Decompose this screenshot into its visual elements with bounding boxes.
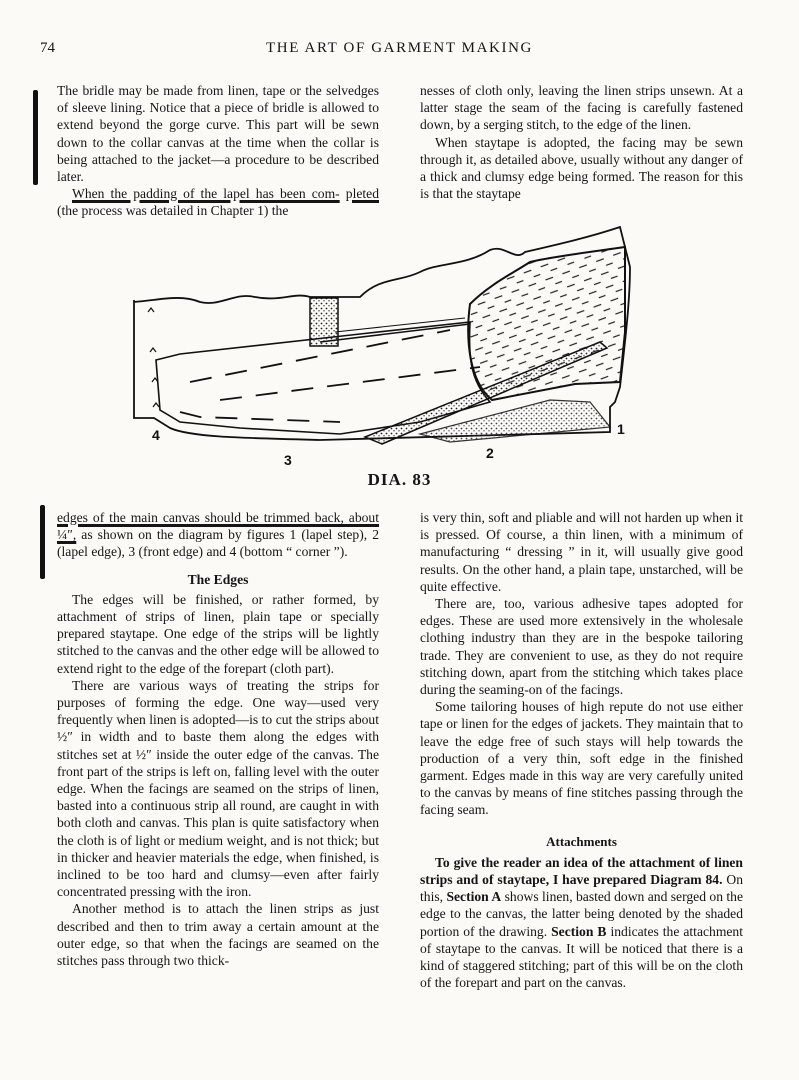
column-right-top: [420, 82, 743, 202]
running-title: THE ART OF GARMENT MAKING: [266, 40, 533, 56]
paragraph: The bridle may be made from linen, tape or the selvedges of sleeve lining. Notice that a piece of bridle is allowed to extend beyond the gorge curve. This part will be sewn down to the collar canvas at the time when the collar is being attached to the jacket—a procedure to be described later.: [57, 83, 379, 185]
column-left-top: [57, 82, 379, 220]
page-header: [0, 40, 799, 62]
figure-label-1: 1: [617, 421, 625, 437]
text-run: shows linen, basted down and serged on the edge to the canvas, the latter being denoted by the shaded portion of the drawing.: [420, 889, 743, 939]
bold-text: Section A: [446, 889, 502, 905]
page-number: 74: [40, 40, 55, 56]
lapel-canvas-region: [468, 247, 625, 400]
underlined-text: edges of the main canvas should be trimmed back, about ¼″,: [57, 510, 379, 543]
underlined-text: pleted: [345, 186, 380, 202]
margin-marker-top: [33, 90, 38, 185]
figure-label-2: 2: [486, 445, 494, 461]
paragraph: nesses of cloth only, leaving the linen strips unsewn. At a latter stage the seam of the facing is carefully fastened down, by a serging stitch, to the edge of the linen.: [420, 83, 743, 133]
paragraph: When staytape is adopted, the facing may be sewn through it, as detailed above, usually without any danger of a thick and clumsy edge being formed. The reason for this is that the staytape: [420, 134, 743, 202]
paragraph: The edges will be finished, or rather formed, by attachment of strips of linen, plain tape or specially prepared staytape. One edge of the strips will be lightly stitched to the canvas and the other edge will be allowed to extend right to the edge of the forepart (cloth part).: [57, 591, 379, 676]
figure-label-3: 3: [284, 452, 292, 468]
text-run: indicates the attachment of staytape to the canvas. It will be noticed that there is a kind of staggered stitching; part of this will be on the cloth of the forepart and part on the canvas.: [420, 923, 743, 991]
paragraph: Some tailoring houses of high repute do not use either tape or linen for the edges of jackets. They maintain that to leave the edge free of such stays will help towards the production of a very thin, soft edge in the finished garment. Edges made in this way are very carefully united to the canvas by means of fine stitches passing through the facing seam.: [420, 699, 743, 818]
margin-marker-bottom: [40, 505, 45, 579]
paragraph: [420, 854, 743, 992]
text-run: as shown on the diagram by figures 1 (lapel step), 2 (lapel edge), 3 (front edge) and 4 (bottom “ corner ”).: [57, 527, 379, 560]
text-run: On this,: [420, 872, 743, 905]
paragraph: There are, too, various adhesive tapes adopted for edges. These are used more extensively in the wholesale clothing industry than they are in the bespoke tailoring trade. They are convenient to use, as they do not require stitching down, apart from the stitching which takes place during the seaming-on of the facings.: [420, 596, 743, 698]
paragraph: There are various ways of treating the strips for purposes of forming the edge. One way—used very frequently when linen is adopted—is to cut the strips about ½″ in width and to baste them along the edges with stitches set at ½″ inside the outer edge of the canvas. The front part of the strips is left on, falling level with the outer edge. When the facings are seamed on the strips of linen, basted into a continuous strip all round, are caught in with both cloth and canvas. This plan is quite satisfactory when the cloth is of light or medium weight, and is not thick; but in thicker and heavier materials the edge, when finished, is inclined to be too hard and clumsy—even after fairly concentrated pressing with the iron.: [57, 677, 379, 900]
column-right-bottom: [420, 509, 743, 991]
underlined-text: When the padding of the lapel has been com-: [72, 186, 340, 202]
paragraph: Another method is to attach the linen strips as just described and then to trim away a certain amount at the outer edge, so that when the facings are seamed on the stitches pass through two thick-: [57, 901, 379, 969]
text-run: (the process was detailed in Chapter 1) the: [57, 203, 289, 219]
section-heading-attachments: Attachments: [546, 833, 617, 849]
paragraph: [57, 185, 379, 219]
diagram-caption: DIA. 83: [367, 470, 432, 489]
figure-label-4: 4: [152, 427, 160, 443]
diagram-83: [120, 222, 680, 472]
paragraph: [57, 509, 379, 561]
bold-text: To give the reader an idea of the attachment of linen strips and of staytape, I have prepared Diagram 84.: [420, 854, 743, 888]
column-left-bottom: [57, 509, 379, 969]
bold-text: Section B: [551, 923, 607, 939]
paragraph: is very thin, soft and pliable and will not harden up when it is pressed. Of course, a thin linen, with a minimum of manufacturing “ dressing ” in it, will usually give good results. On the other hand, a plain tape, unstarched, will be quite effective.: [420, 510, 743, 594]
section-heading-edges: The Edges: [187, 571, 249, 587]
